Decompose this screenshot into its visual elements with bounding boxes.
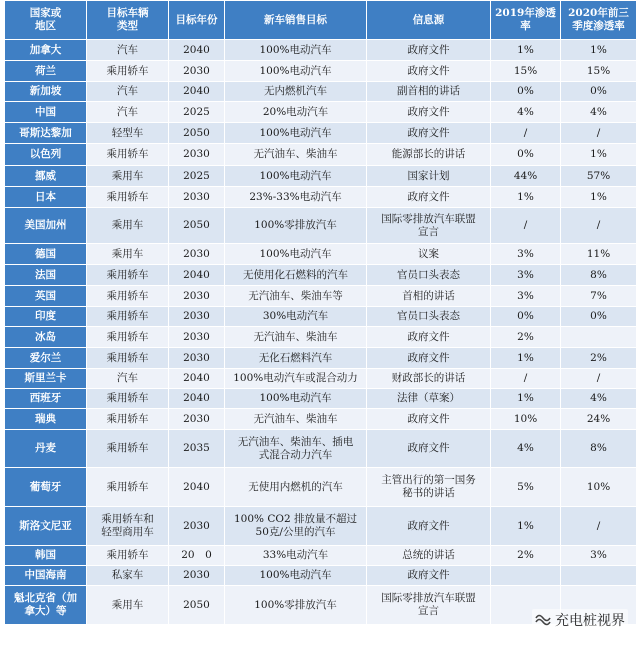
row-header-cell: 葡萄牙 bbox=[5, 468, 87, 507]
table-header-row bbox=[5, 1, 637, 40]
watermark bbox=[532, 609, 628, 631]
table-cell: 1% bbox=[561, 144, 637, 166]
table-cell: 乘用轿车 bbox=[87, 389, 169, 409]
table-cell: 政府文件 bbox=[367, 327, 491, 348]
table-cell bbox=[561, 566, 637, 586]
table-cell: 100%电动汽车 bbox=[225, 40, 367, 61]
table-row bbox=[5, 286, 637, 307]
table-cell: 乘用车 bbox=[87, 586, 169, 625]
table-cell: 2030 bbox=[169, 348, 225, 369]
table-cell: 2030 bbox=[169, 307, 225, 327]
column-header: 国家或 地区 bbox=[5, 1, 87, 40]
row-header-cell: 法国 bbox=[5, 265, 87, 286]
table-cell: / bbox=[561, 369, 637, 389]
table-cell: 100%电动汽车 bbox=[225, 389, 367, 409]
row-header-cell: 印度 bbox=[5, 307, 87, 327]
table-cell: 0% bbox=[491, 144, 561, 166]
table-cell: 主管出行的第一国务 秘书的讲话 bbox=[367, 468, 491, 507]
table-cell: 2030 bbox=[169, 244, 225, 265]
table-cell: 无汽油车、柴油车等 bbox=[225, 286, 367, 307]
table-cell bbox=[491, 566, 561, 586]
table-cell: 2025 bbox=[169, 166, 225, 187]
table-row bbox=[5, 468, 637, 507]
table-cell: 乘用轿车 bbox=[87, 327, 169, 348]
table-cell: 官员口头表态 bbox=[367, 265, 491, 286]
row-header-cell: 韩国 bbox=[5, 546, 87, 566]
table-cell: 政府文件 bbox=[367, 187, 491, 208]
table-cell: 议案 bbox=[367, 244, 491, 265]
table-cell: 乘用轿车和 轻型商用车 bbox=[87, 507, 169, 546]
column-header: 信息源 bbox=[367, 1, 491, 40]
column-header: 2020年前三 季度渗透率 bbox=[561, 1, 637, 40]
table-cell: 政府文件 bbox=[367, 566, 491, 586]
table-cell: 汽车 bbox=[87, 40, 169, 61]
table-cell: / bbox=[491, 123, 561, 144]
table-cell: 政府文件 bbox=[367, 123, 491, 144]
table-cell: 乘用轿车 bbox=[87, 409, 169, 430]
table-cell: 轻型车 bbox=[87, 123, 169, 144]
table-cell: 20 0 bbox=[169, 546, 225, 566]
table-cell: 4% bbox=[491, 102, 561, 123]
watermark-text: 充电桩视界 bbox=[555, 613, 625, 629]
table-cell: 2030 bbox=[169, 409, 225, 430]
table-cell: 私家车 bbox=[87, 566, 169, 586]
table-cell: / bbox=[491, 208, 561, 244]
table-cell: 2025 bbox=[169, 102, 225, 123]
table-cell: 无化石燃料汽车 bbox=[225, 348, 367, 369]
column-header: 2019年渗透 率 bbox=[491, 1, 561, 40]
table-cell: 汽车 bbox=[87, 369, 169, 389]
table-cell: 无汽油车、柴油车 bbox=[225, 409, 367, 430]
table-cell: 乘用轿车 bbox=[87, 546, 169, 566]
table-row bbox=[5, 208, 637, 244]
row-header-cell: 西班牙 bbox=[5, 389, 87, 409]
table-cell: 2% bbox=[561, 348, 637, 369]
table-cell: 2050 bbox=[169, 208, 225, 244]
table-cell: 44% bbox=[491, 166, 561, 187]
table-cell: 3% bbox=[491, 286, 561, 307]
table-cell: 法律（草案） bbox=[367, 389, 491, 409]
table-cell: 乘用轿车 bbox=[87, 468, 169, 507]
table-cell: 3% bbox=[491, 265, 561, 286]
table-cell: 无汽油车、柴油车、插电 式混合动力汽车 bbox=[225, 430, 367, 468]
row-header-cell: 挪威 bbox=[5, 166, 87, 187]
row-header-cell: 荷兰 bbox=[5, 61, 87, 82]
table-cell: 2040 bbox=[169, 265, 225, 286]
table-cell: 7% bbox=[561, 286, 637, 307]
table-cell: 4% bbox=[561, 389, 637, 409]
table-cell: 24% bbox=[561, 409, 637, 430]
table-cell: 2040 bbox=[169, 40, 225, 61]
table-cell: 2040 bbox=[169, 82, 225, 102]
table-row bbox=[5, 327, 637, 348]
policy-table-image bbox=[4, 0, 636, 649]
table-cell: 汽车 bbox=[87, 102, 169, 123]
table-cell: 3% bbox=[491, 244, 561, 265]
table-cell: 100%电动汽车 bbox=[225, 244, 367, 265]
table-cell: 乘用轿车 bbox=[87, 430, 169, 468]
table-cell: 100%电动汽车 bbox=[225, 123, 367, 144]
table-cell: 2% bbox=[491, 546, 561, 566]
column-header: 新车销售目标 bbox=[225, 1, 367, 40]
table-cell: 11% bbox=[561, 244, 637, 265]
table-cell: 2035 bbox=[169, 430, 225, 468]
table-cell: / bbox=[561, 507, 637, 546]
table-cell: 乘用轿车 bbox=[87, 265, 169, 286]
table-cell: 财政部长的讲话 bbox=[367, 369, 491, 389]
table-cell: 无使用内燃机的汽车 bbox=[225, 468, 367, 507]
table-cell: 无汽油车、柴油车 bbox=[225, 327, 367, 348]
table-cell: 国际零排放汽车联盟 宣言 bbox=[367, 586, 491, 625]
row-header-cell: 德国 bbox=[5, 244, 87, 265]
table-cell: 100% CO2 排放量不超过 50克/公里的汽车 bbox=[225, 507, 367, 546]
table-cell: 乘用轿车 bbox=[87, 61, 169, 82]
table-cell: 2030 bbox=[169, 327, 225, 348]
table-cell: 2030 bbox=[169, 61, 225, 82]
table-cell: 100%零排放汽车 bbox=[225, 586, 367, 625]
table-cell: 2% bbox=[491, 327, 561, 348]
table-cell: 1% bbox=[491, 348, 561, 369]
table-cell: 2030 bbox=[169, 144, 225, 166]
table-cell: 33%电动汽车 bbox=[225, 546, 367, 566]
table-row bbox=[5, 187, 637, 208]
row-header-cell: 日本 bbox=[5, 187, 87, 208]
row-header-cell: 中国 bbox=[5, 102, 87, 123]
table-cell: 15% bbox=[561, 61, 637, 82]
table-cell: 100%电动汽车 bbox=[225, 166, 367, 187]
table-cell: 100%电动汽车 bbox=[225, 61, 367, 82]
table-cell: 8% bbox=[561, 265, 637, 286]
table-cell: 政府文件 bbox=[367, 507, 491, 546]
table-cell: 2030 bbox=[169, 507, 225, 546]
table-cell: 政府文件 bbox=[367, 40, 491, 61]
table-row bbox=[5, 265, 637, 286]
row-header-cell: 爱尔兰 bbox=[5, 348, 87, 369]
table-cell: 乘用车 bbox=[87, 244, 169, 265]
column-header: 目标年份 bbox=[169, 1, 225, 40]
table-row bbox=[5, 409, 637, 430]
table-cell: 总统的讲话 bbox=[367, 546, 491, 566]
row-header-cell: 美国加州 bbox=[5, 208, 87, 244]
row-header-cell: 以色列 bbox=[5, 144, 87, 166]
table-cell: 国际零排放汽车联盟 宣言 bbox=[367, 208, 491, 244]
table-cell: 0% bbox=[561, 307, 637, 327]
table-cell: 2040 bbox=[169, 468, 225, 507]
table-cell: 无内燃机汽车 bbox=[225, 82, 367, 102]
table-cell: 副首相的讲话 bbox=[367, 82, 491, 102]
row-header-cell: 冰岛 bbox=[5, 327, 87, 348]
table-cell: 15% bbox=[491, 61, 561, 82]
table-cell: 汽车 bbox=[87, 82, 169, 102]
table-row bbox=[5, 123, 637, 144]
table-body bbox=[5, 40, 637, 625]
table-cell: 乘用车 bbox=[87, 166, 169, 187]
table-cell: 1% bbox=[491, 187, 561, 208]
wechat-channel-icon bbox=[535, 612, 551, 628]
table-cell: 乘用轿车 bbox=[87, 144, 169, 166]
table-cell: 政府文件 bbox=[367, 61, 491, 82]
row-header-cell: 魁北克省（加 拿大）等 bbox=[5, 586, 87, 625]
table-cell: 1% bbox=[561, 40, 637, 61]
table-row bbox=[5, 40, 637, 61]
column-header: 目标车辆 类型 bbox=[87, 1, 169, 40]
ev-targets-table bbox=[4, 0, 637, 625]
table-cell: 2050 bbox=[169, 123, 225, 144]
table-cell: 2050 bbox=[169, 586, 225, 625]
table-cell: / bbox=[561, 123, 637, 144]
table-cell: 1% bbox=[491, 507, 561, 546]
table-cell: 57% bbox=[561, 166, 637, 187]
table-cell: 政府文件 bbox=[367, 430, 491, 468]
row-header-cell: 斯洛文尼亚 bbox=[5, 507, 87, 546]
table-row bbox=[5, 102, 637, 123]
table-cell: 政府文件 bbox=[367, 102, 491, 123]
table-row bbox=[5, 244, 637, 265]
table-row bbox=[5, 430, 637, 468]
row-header-cell: 英国 bbox=[5, 286, 87, 307]
table-cell: 1% bbox=[561, 187, 637, 208]
row-header-cell: 丹麦 bbox=[5, 430, 87, 468]
table-cell: 100%电动汽车 bbox=[225, 566, 367, 586]
table-cell: 20%电动汽车 bbox=[225, 102, 367, 123]
table-row bbox=[5, 307, 637, 327]
table-cell: 2030 bbox=[169, 566, 225, 586]
table-cell: 2040 bbox=[169, 389, 225, 409]
table-cell: 无汽油车、柴油车 bbox=[225, 144, 367, 166]
table-cell: 官员口头表态 bbox=[367, 307, 491, 327]
table-row bbox=[5, 369, 637, 389]
table-cell: / bbox=[561, 208, 637, 244]
table-cell: 5% bbox=[491, 468, 561, 507]
table-row bbox=[5, 82, 637, 102]
table-cell: 2040 bbox=[169, 369, 225, 389]
row-header-cell: 新加坡 bbox=[5, 82, 87, 102]
table-cell: 国家计划 bbox=[367, 166, 491, 187]
row-header-cell: 哥斯达黎加 bbox=[5, 123, 87, 144]
row-header-cell: 加拿大 bbox=[5, 40, 87, 61]
row-header-cell: 瑞典 bbox=[5, 409, 87, 430]
table-row bbox=[5, 166, 637, 187]
table-cell: 3% bbox=[561, 546, 637, 566]
table-row bbox=[5, 507, 637, 546]
table-row bbox=[5, 144, 637, 166]
table-row bbox=[5, 348, 637, 369]
table-cell: 乘用轿车 bbox=[87, 348, 169, 369]
table-cell: 政府文件 bbox=[367, 348, 491, 369]
table-cell: 2030 bbox=[169, 286, 225, 307]
table-cell: 4% bbox=[561, 102, 637, 123]
table-cell: 无使用化石燃料的汽车 bbox=[225, 265, 367, 286]
table-row bbox=[5, 566, 637, 586]
table-cell: 乘用轿车 bbox=[87, 187, 169, 208]
table-row bbox=[5, 389, 637, 409]
table-cell: 8% bbox=[561, 430, 637, 468]
row-header-cell: 中国海南 bbox=[5, 566, 87, 586]
table-cell: 30%电动汽车 bbox=[225, 307, 367, 327]
row-header-cell: 斯里兰卡 bbox=[5, 369, 87, 389]
table-cell: 乘用轿车 bbox=[87, 286, 169, 307]
table-cell: 1% bbox=[491, 389, 561, 409]
table-cell: 4% bbox=[491, 430, 561, 468]
table-cell: 0% bbox=[561, 82, 637, 102]
table-cell: 23%-33%电动汽车 bbox=[225, 187, 367, 208]
table-cell: 能源部长的讲话 bbox=[367, 144, 491, 166]
table-cell: 乘用车 bbox=[87, 208, 169, 244]
table-row bbox=[5, 546, 637, 566]
table-cell: 100%电动汽车或混合动力 bbox=[225, 369, 367, 389]
table-cell: 政府文件 bbox=[367, 409, 491, 430]
table-cell: 10% bbox=[561, 468, 637, 507]
table-cell: 10% bbox=[491, 409, 561, 430]
table-cell: / bbox=[491, 369, 561, 389]
table-cell: 1% bbox=[491, 40, 561, 61]
table-cell: 100%零排放汽车 bbox=[225, 208, 367, 244]
table-cell: 0% bbox=[491, 82, 561, 102]
table-cell: 乘用轿车 bbox=[87, 307, 169, 327]
table-cell bbox=[561, 327, 637, 348]
table-cell: 0% bbox=[491, 307, 561, 327]
table-cell: 2030 bbox=[169, 187, 225, 208]
table-cell: 首相的讲话 bbox=[367, 286, 491, 307]
table-row bbox=[5, 61, 637, 82]
